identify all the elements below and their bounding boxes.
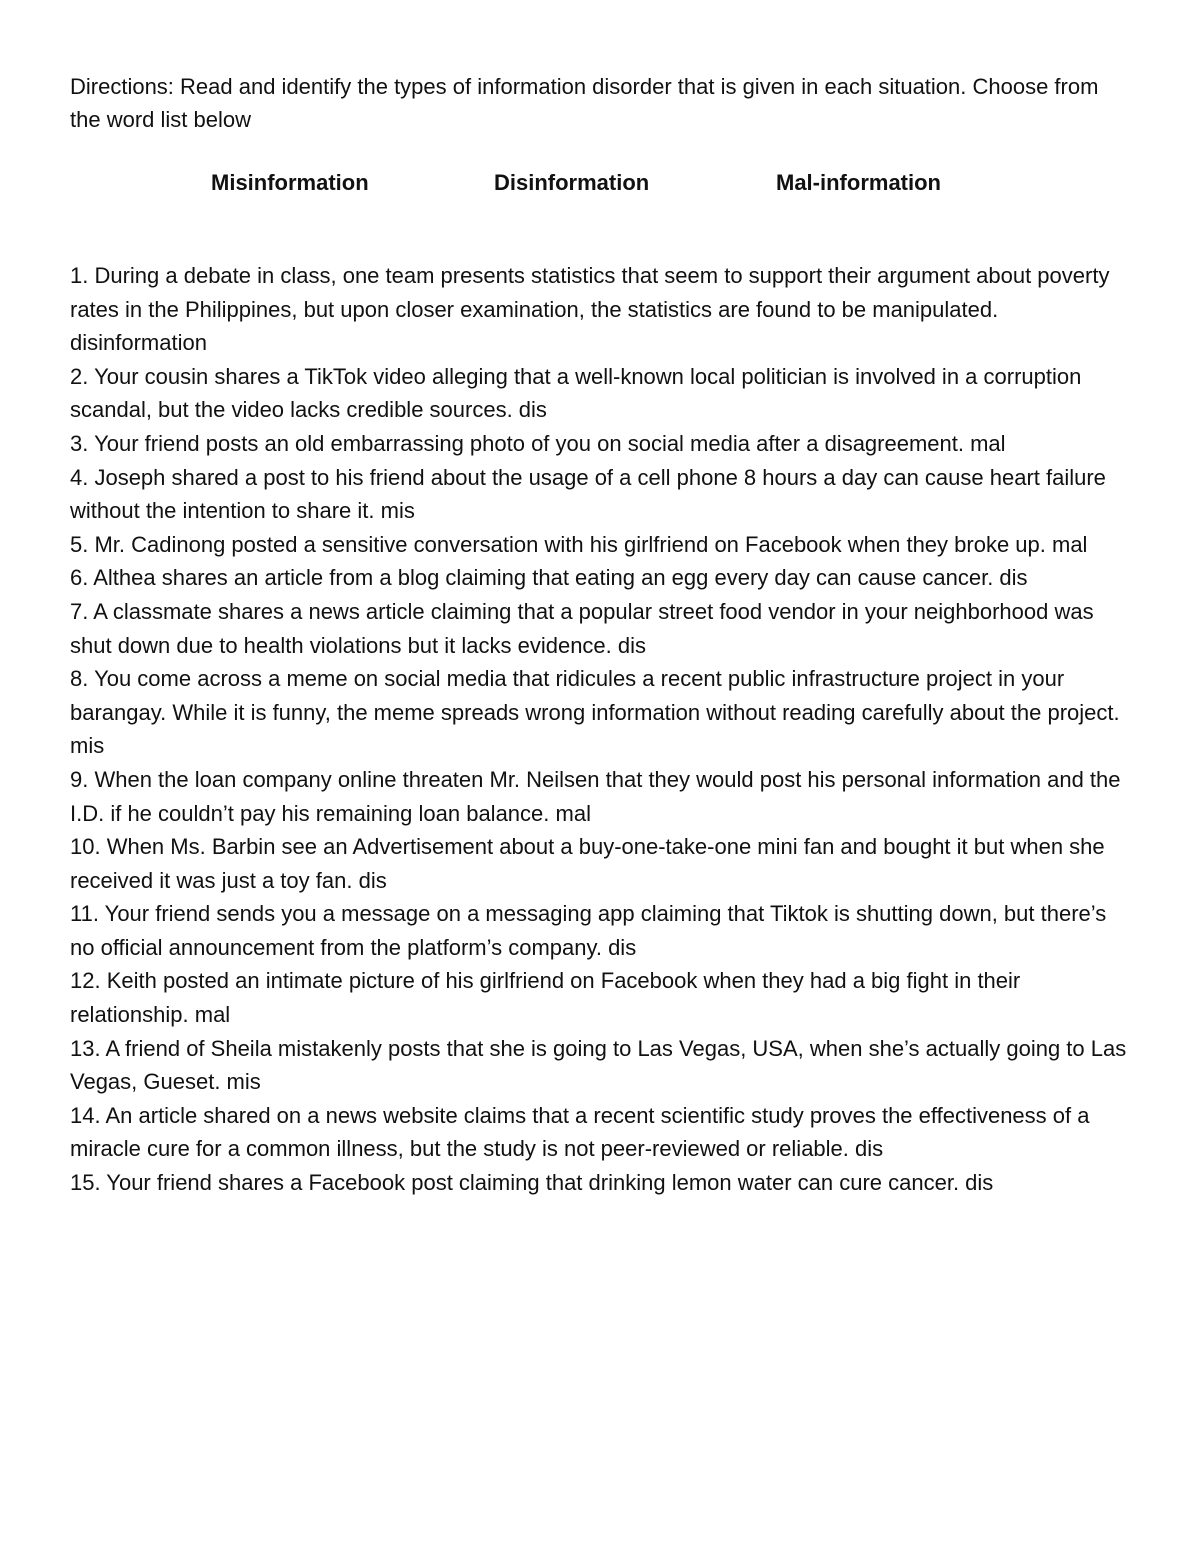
word-disinformation: Disinformation <box>494 170 650 195</box>
question-item: 5. Mr. Cadinong posted a sensitive conversation with his girlfriend on Facebook when they broke up. mal <box>70 531 1088 557</box>
question-item: 15. Your friend shares a Facebook post claiming that drinking lemon water can cure cancer. dis <box>70 1170 994 1196</box>
question-item: 6. Althea shares an article from a blog claiming that eating an egg every day can cause cancer. dis <box>70 565 1028 591</box>
question-item: 7. A classmate shares a news article claiming that a popular street food vendor in your neighborhood was shut down due to health violations but it lacks evidence. dis <box>70 598 1094 658</box>
worksheet-page <box>70 70 1130 1200</box>
question-list <box>70 259 1130 1200</box>
question-item: 11. Your friend sends you a message on a messaging app claiming that Tiktok is shutting down, but there’s no official announcement from the platform’s company. dis <box>70 901 1107 960</box>
question-item: 4. Joseph shared a post to his friend about the usage of a cell phone 8 hours a day can cause heart failure without the intention to share it. mis <box>70 464 1106 524</box>
question-item: 9. When the loan company online threaten Mr. Neilsen that they would post his personal information and the I.D. if he couldn’t pay his remaining loan balance. mal <box>70 766 1121 826</box>
question-item: 3. Your friend posts an old embarrassing photo of you on social media after a disagreement. mal <box>70 430 1006 456</box>
directions-text: Directions: Read and identify the types of information disorder that is given in each situation. Choose from the word list below <box>70 74 1099 132</box>
question-item: 1. During a debate in class, one team presents statistics that seem to support their argument about poverty rates in the Philippines, but upon closer examination, the statistics are found to be manipulated. disinformation <box>70 263 1110 356</box>
question-item: 2. Your cousin shares a TikTok video alleging that a well-known local politician is involved in a corruption scandal, but the video lacks credible sources. dis <box>70 363 1082 423</box>
word-list <box>70 170 1130 204</box>
question-item: 13. A friend of Sheila mistakenly posts that she is going to Las Vegas, USA, when she’s actually going to Las Vegas, Gueset. mis <box>70 1035 1127 1095</box>
word-mal-information: Mal-information <box>776 170 941 195</box>
word-misinformation: Misinformation <box>211 170 369 195</box>
question-item: 14. An article shared on a news website claims that a recent scientific study proves the effectiveness of a miracle cure for a common illness, but the study is not peer-reviewed or reliable. dis <box>70 1102 1090 1162</box>
question-item: 10. When Ms. Barbin see an Advertisement about a buy-one-take-one mini fan and bought it but when she received it was just a toy fan. dis <box>70 834 1105 893</box>
question-item: 8. You come across a meme on social media that ridicules a recent public infrastructure project in your barangay. While it is funny, the meme spreads wrong information without reading carefully about the project. mis <box>70 666 1120 759</box>
question-item: 12. Keith posted an intimate picture of his girlfriend on Facebook when they had a big fight in their relationship. mal <box>70 968 1021 1028</box>
